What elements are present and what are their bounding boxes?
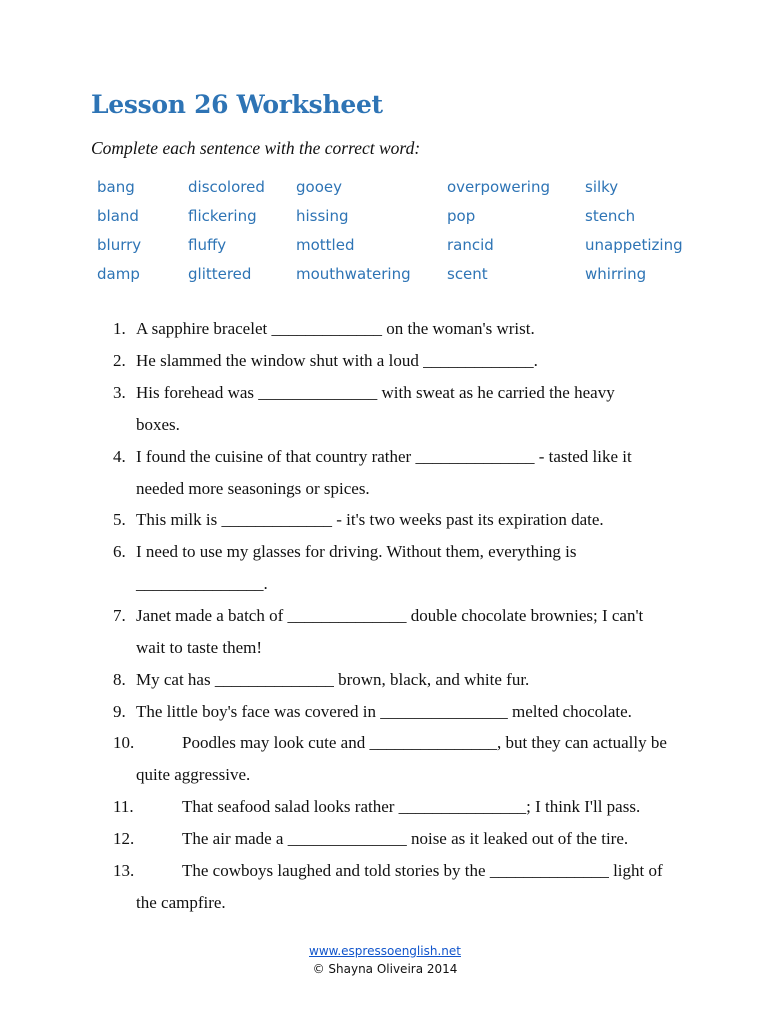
word-bank-word: whirring: [585, 265, 647, 283]
question-text: the campfire.: [136, 893, 226, 912]
question: [0, 381, 770, 405]
word-bank-word: overpowering: [447, 178, 551, 196]
question-text: boxes.: [136, 415, 180, 434]
question: [0, 349, 770, 373]
word-bank-word: fluffy: [188, 236, 227, 254]
instructions: Complete each sentence with the correct word:: [91, 138, 421, 158]
question: [0, 700, 770, 724]
word-bank-column: [447, 177, 550, 293]
word-bank-word: silky: [585, 178, 619, 196]
question-text: His forehead was ______________ with sweat as he carried the heavy: [136, 383, 615, 402]
question-text: This milk is _____________ - it's two weeks past its expiration date.: [136, 510, 604, 529]
footer-link-row: [0, 944, 770, 958]
question-text: The little boy's face was covered in _______________ melted chocolate.: [136, 702, 632, 721]
question-text: He slammed the window shut with a loud _____________.: [136, 351, 538, 370]
question-number: 10.: [113, 733, 135, 752]
question-number: 7.: [113, 606, 126, 625]
question: [0, 317, 770, 341]
word-bank-word: unappetizing: [585, 236, 683, 254]
question-number: 13.: [113, 861, 135, 880]
question-continuation: [0, 763, 770, 787]
word-bank-word: gooey: [296, 178, 342, 196]
question-text: wait to taste them!: [136, 638, 263, 657]
question-text: The cowboys laughed and told stories by the ______________ light of: [182, 861, 663, 880]
question-continuation: [0, 477, 770, 501]
question-text: _______________.: [136, 574, 268, 593]
question: [0, 540, 770, 564]
question: [0, 731, 770, 755]
question-text: The air made a ______________ noise as it leaked out of the tire.: [182, 829, 629, 848]
copyright: © Shayna Oliveira 2014: [312, 962, 458, 976]
word-bank-word: bland: [97, 207, 139, 225]
word-bank-word: bang: [97, 178, 135, 196]
website-link[interactable]: www.espressoenglish.net: [309, 944, 461, 958]
question-number: 11.: [113, 797, 134, 816]
question: [0, 604, 770, 628]
question-continuation: [0, 891, 770, 915]
question: [0, 445, 770, 469]
question-continuation: [0, 413, 770, 437]
question-number: 12.: [113, 829, 135, 848]
word-bank-word: mottled: [296, 236, 355, 254]
word-bank-word: pop: [447, 207, 476, 225]
word-bank-word: stench: [585, 207, 636, 225]
question: [0, 859, 770, 883]
question-text: quite aggressive.: [136, 765, 251, 784]
word-bank-word: scent: [447, 265, 488, 283]
word-bank-word: glittered: [188, 265, 252, 283]
question-number: 1.: [113, 319, 126, 338]
word-bank-word: blurry: [97, 236, 142, 254]
question: [0, 508, 770, 532]
word-bank-column: [97, 177, 141, 293]
question-number: 8.: [113, 670, 126, 689]
question-text: My cat has ______________ brown, black, and white fur.: [136, 670, 530, 689]
word-bank-word: mouthwatering: [296, 265, 411, 283]
question-text: needed more seasonings or spices.: [136, 479, 370, 498]
question-number: 9.: [113, 702, 126, 721]
question-text: That seafood salad looks rather _______________; I think I'll pass.: [182, 797, 641, 816]
question: [0, 795, 770, 819]
word-bank-word: flickering: [188, 207, 257, 225]
question-text: Janet made a batch of ______________ double chocolate brownies; I can't: [136, 606, 644, 625]
question: [0, 668, 770, 692]
word-bank-word: hissing: [296, 207, 349, 225]
question-number: 5.: [113, 510, 126, 529]
question-text: I need to use my glasses for driving. Without them, everything is: [136, 542, 577, 561]
word-bank-word: damp: [97, 265, 140, 283]
word-bank-column: [188, 177, 265, 293]
question: [0, 827, 770, 851]
question-continuation: [0, 636, 770, 660]
question-number: 3.: [113, 383, 126, 402]
question-number: 2.: [113, 351, 126, 370]
question-text: I found the cuisine of that country rather ______________ - tasted like it: [136, 447, 632, 466]
word-bank-column: [296, 177, 411, 293]
word-bank-column: [585, 177, 683, 293]
question-text: A sapphire bracelet _____________ on the woman's wrist.: [136, 319, 535, 338]
word-bank-word: discolored: [188, 178, 265, 196]
question-continuation: [0, 572, 770, 596]
question-number: 4.: [113, 447, 126, 466]
word-bank-word: rancid: [447, 236, 494, 254]
question-number: 6.: [113, 542, 126, 561]
page-title: Lesson 26 Worksheet: [91, 90, 383, 119]
question-text: Poodles may look cute and _______________, but they can actually be: [182, 733, 667, 752]
